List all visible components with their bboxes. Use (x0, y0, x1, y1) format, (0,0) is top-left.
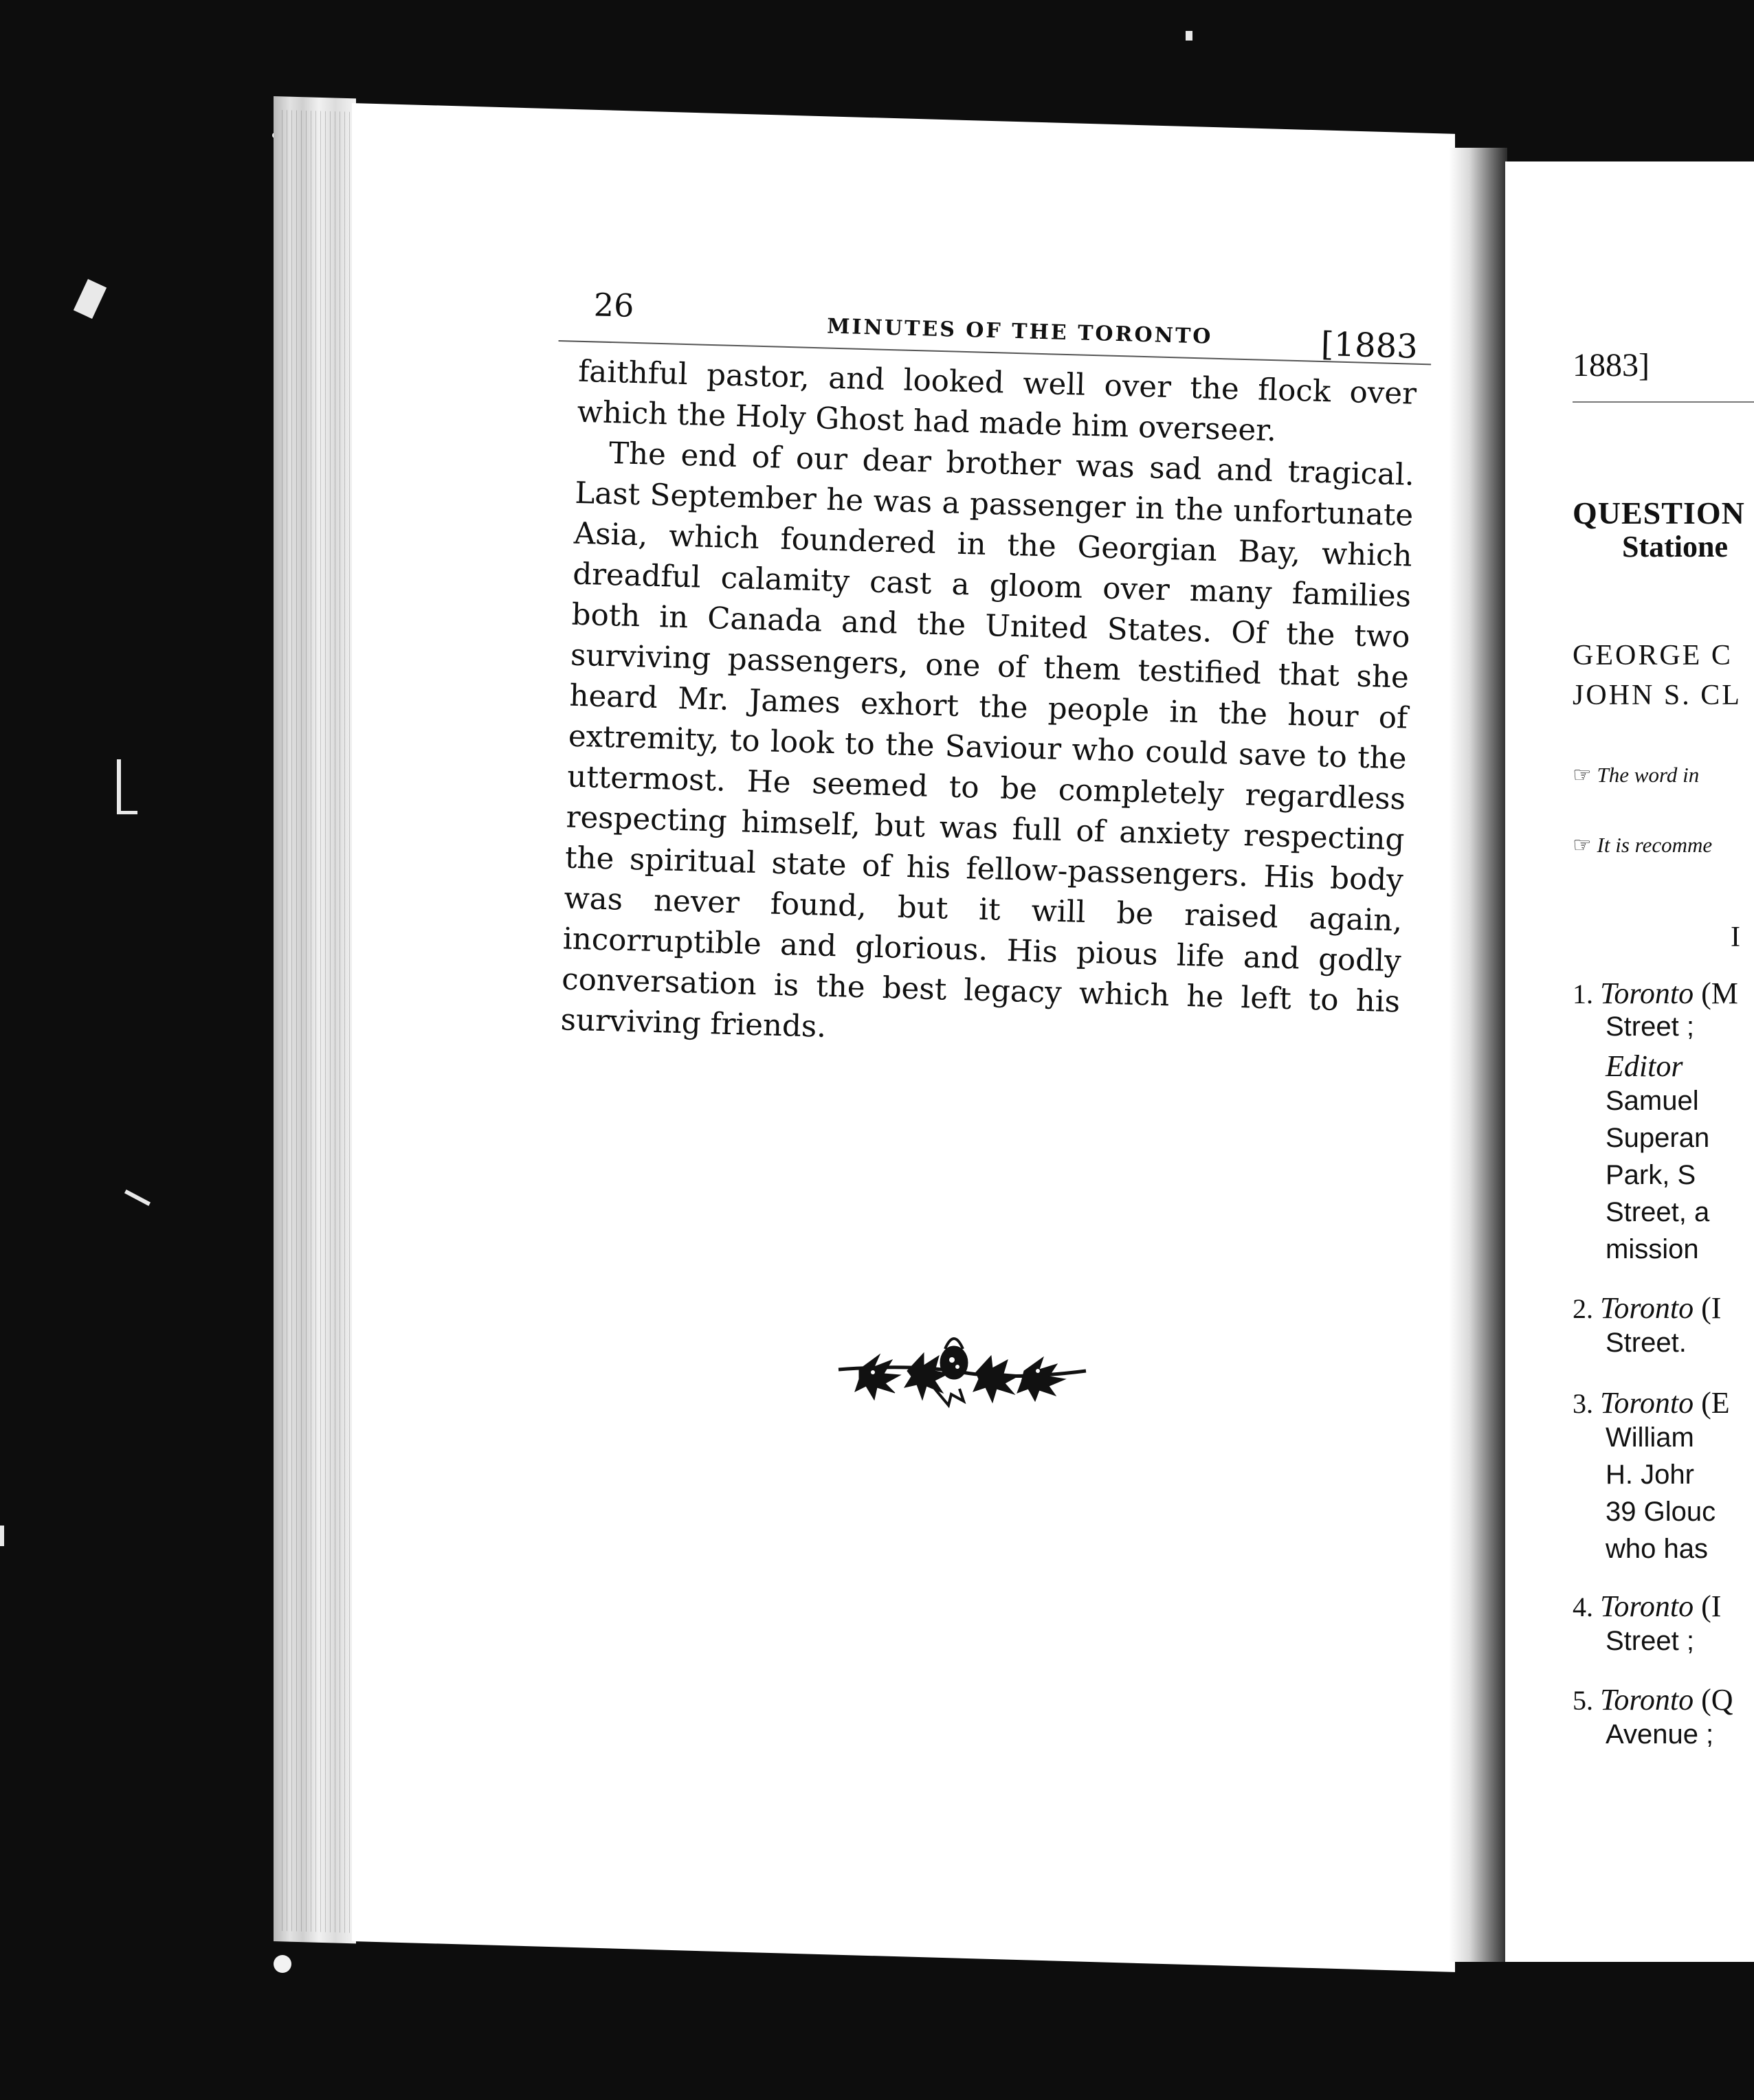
scan-scratch (74, 279, 107, 319)
left-page-content (540, 278, 1433, 1064)
right-running-year: 1883] (1573, 347, 1650, 383)
scan-scratch (0, 1526, 4, 1546)
scan-scratch (124, 1189, 151, 1206)
station-entry-line: Superan (1606, 1123, 1710, 1153)
right-page-content (1573, 337, 1754, 1780)
entry-rest: (I (1694, 1291, 1722, 1325)
name-line: JOHN S. CL (1573, 680, 1742, 711)
station-entry-line: Street ; (1606, 1626, 1694, 1656)
book-gutter (1449, 148, 1507, 1962)
station-entry-line: William (1606, 1422, 1694, 1453)
station-entry-line: Street. (1606, 1328, 1687, 1358)
header-rule (1573, 401, 1754, 403)
entry-number: 4. (1573, 1591, 1593, 1622)
entry-number: 5. (1573, 1685, 1593, 1716)
station-entry-line: 39 Glouc (1606, 1497, 1716, 1527)
entry-number: 3. (1573, 1388, 1593, 1419)
station-entry-head (1573, 1682, 1733, 1717)
station-entry-line: Samuel (1606, 1086, 1699, 1116)
page-block-lines (282, 110, 351, 1933)
station-entry-head (1573, 1385, 1730, 1420)
scan-scratch (1186, 31, 1192, 41)
entry-city: Toronto (1600, 1291, 1694, 1325)
paragraph: The end of our dear brother was sad and tragical. Last September he was a passenger in the unfortunate Asia, which foundered in the Georgian Bay, which dreadful calamity cast a gloom over many families both in Canada and the United States. Of the two surviving passengers, one of them testified that she heard Mr. James exhort the people in the hour of extremity, to look to the Saviour who could save to the uttermost. He seemed to be completely regardless respecting himself, but was full of anxiety respecting the spiritual state of his fellow-passengers. His body was never found, but it will be raised again, incorruptible and glorious. His pious life and godly conversation is the best legacy which he left to his surviving friends. (560, 436, 1415, 1045)
entry-city: Toronto (1600, 1386, 1694, 1420)
station-entry-line: Street, a (1606, 1197, 1710, 1227)
running-year: [1883 (1320, 324, 1419, 366)
entry-rest: (M (1694, 976, 1738, 1010)
scan-speck (274, 1955, 291, 1973)
station-entry-line: mission (1606, 1234, 1699, 1264)
entry-city: Toronto (1600, 1589, 1694, 1623)
note-line: ☞ It is recomme (1573, 833, 1713, 857)
station-entry-head (1573, 976, 1738, 1011)
station-entry-line: Street ; (1606, 1012, 1694, 1042)
note-line: ☞ The word in (1573, 763, 1700, 787)
station-entry-line: H. Johr (1606, 1460, 1694, 1490)
running-title: MINUTES OF THE TORONTO (826, 314, 1213, 349)
station-entry-head (1573, 1589, 1721, 1624)
entry-number: 1. (1573, 979, 1593, 1009)
entry-rest: (I (1694, 1589, 1722, 1623)
thistle-ornament-icon (832, 1330, 1093, 1412)
section-letter: I (1731, 921, 1740, 953)
scan-scratch (117, 759, 121, 814)
pointing-hand-icon: ☞ (1573, 833, 1592, 857)
station-entry-line: Avenue ; (1606, 1719, 1714, 1750)
page-number: 26 (593, 286, 635, 324)
entry-city: Toronto (1600, 976, 1694, 1010)
station-entry-line: Editor (1606, 1049, 1683, 1083)
entry-city: Toronto (1600, 1683, 1694, 1717)
body-text (540, 351, 1431, 1064)
station-entry-line: Park, S (1606, 1160, 1696, 1190)
entry-rest: (E (1694, 1386, 1730, 1420)
scan-scratch (117, 811, 137, 814)
right-heading: QUESTION (1573, 495, 1745, 530)
right-subheading: Statione (1622, 530, 1728, 563)
paragraph: faithful pastor, and looked well over the flock over which the Holy Ghost had made him overseer. (577, 354, 1417, 449)
station-entry-head (1573, 1291, 1721, 1326)
entry-number: 2. (1573, 1293, 1593, 1324)
name-line: GEORGE C (1573, 640, 1733, 671)
pointing-hand-icon: ☞ (1573, 763, 1592, 787)
station-entry-line: who has (1606, 1534, 1708, 1564)
entry-rest: (Q (1694, 1683, 1733, 1717)
